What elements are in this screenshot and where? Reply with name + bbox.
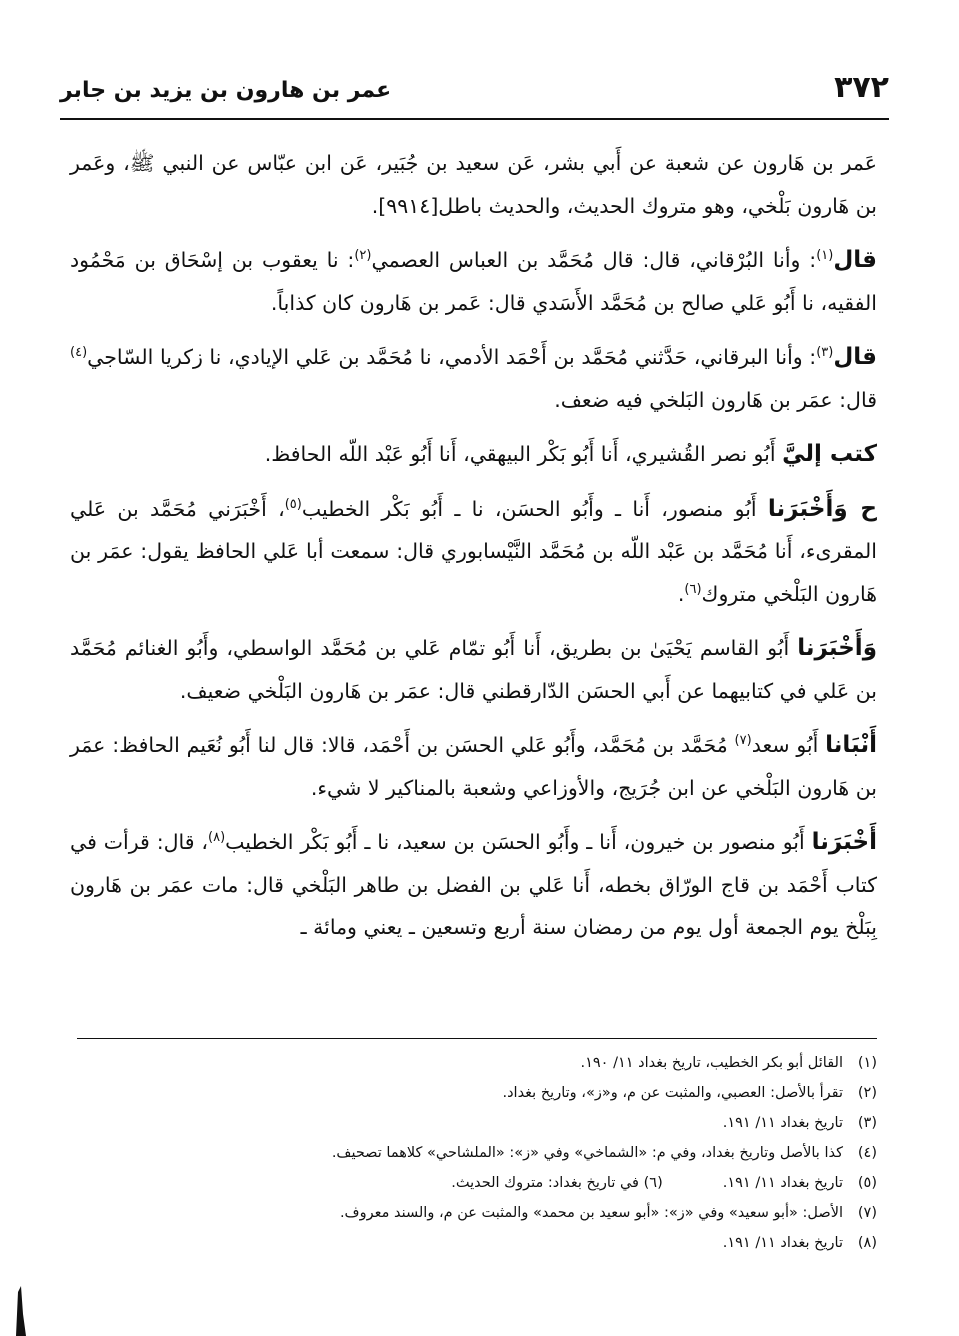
paragraph-lead: قال <box>833 247 877 273</box>
paragraph-text: : نا يعقوب بن إسْحَاق بن مَحْمُود الفقيه، نا أَبُو عَلي صالح بن مُحَمَّد الأَسَدي قال: عَمر بن هَارون كان كذاباً. <box>70 248 877 315</box>
footnote-number: (٣) <box>857 1115 877 1131</box>
footnote <box>70 1198 877 1228</box>
footnote <box>70 1168 877 1198</box>
page-header <box>60 70 889 110</box>
footnote-ref: (٦) <box>684 581 702 597</box>
footnote-separator <box>77 1038 877 1039</box>
footnote-text: كذا بالأصل وتاريخ بغداد، وفي م: «الشماخي» وفي «ز»: «الملشاحي» كلاهما تصحيف. <box>331 1145 843 1161</box>
footnote <box>70 1048 877 1078</box>
footnote-number: (٦) <box>643 1175 663 1191</box>
paragraph-text: ، أَخْبَرَني مُحَمَّد بن عَلي المقرىء، أَنا مُحَمَّد بن عَبْد اللّه بن مُحَمَّد النَّيْسابوري قال: سمعت أبا عَلي الحافظ يقول: عمَر بن هَارون البَلْخي متروك <box>70 496 877 606</box>
footnote-text: تاريخ بغداد ١١/ ١٩١. <box>722 1235 843 1251</box>
paragraph-text: أَبُو القاسم يَحْيَىٰ بن بطريق، أَنا أَبُو تمّام عَلي بن مُحَمَّد الواسطي، وأَبُو الغنائم مُحَمَّد بن عَلي في كتابيهما عن أَبي الحسَن الدّارقطني قال: عمَر بن هَارون البَلْخي ضعيف. <box>70 636 877 703</box>
paragraph <box>70 821 877 949</box>
footnote-number: (٥) <box>857 1175 877 1191</box>
footnote-ref: (٢) <box>354 248 372 264</box>
paragraph-text: : وأنا البُرْقاني، قال: قال مُحَمَّد بن العباس العصمي <box>371 248 817 272</box>
paragraph-text: أَبُو سعد <box>751 733 826 757</box>
paragraph <box>70 724 877 809</box>
page-number: ٣٧٢ <box>834 70 889 105</box>
paragraph-text: ، قال: قرأت في كتاب أَحْمَد بن قاج الورّاق بخطه، أَنا عَلي بن الفضل بن طاهر البَلْخي قال: مات عمَر بن هَارون بِبَلْخ يوم الجمعة أول يوم من رمضان سنة أربع وتسعين ـ يعني ومائة ـ <box>70 830 877 939</box>
paragraph-lead: أَنْبَانا <box>825 732 877 758</box>
footnote-number: (٨) <box>857 1235 877 1251</box>
paragraph-lead: أَخْبَرَنا <box>811 829 877 855</box>
paragraph: عَمر بن هَارون عن شعبة عن أَبي بشر، عَن سعيد بن جُبَير، عَن ابن عبّاس عن النبي ﷺ، وعَمر بن هَارون بَلْخي، وهو متروك الحديث، والحديث باطل[٩٩١٤]. <box>70 151 877 218</box>
footnote-text: تاريخ بغداد ١١/ ١٩١. <box>722 1115 843 1131</box>
paragraph-lead: وَأَخْبَرَنا <box>797 635 877 661</box>
header-rule <box>60 118 889 120</box>
scan-edge-mark <box>14 1286 28 1336</box>
paragraph <box>70 336 877 421</box>
main-text <box>70 142 877 961</box>
footnote <box>70 1108 877 1138</box>
footnote-text: القائل أبو بكر الخطيب، تاريخ بغداد ١١/ ١٩٠. <box>580 1055 843 1071</box>
footnotes <box>70 1048 877 1258</box>
footnote-text: تقرأ بالأصل: العصبي، والمثبت عن م، و«ز»، وتاريخ بغداد. <box>502 1085 843 1101</box>
paragraph-lead: كتب إليَّ <box>782 441 877 467</box>
footnote-text: الأصل: «أبو سعيد» وفي «ز»: «أبو سعيد بن محمد» والمثبت عن م، والسند معروف. <box>339 1205 843 1221</box>
footnote-ref: (٥) <box>284 496 302 512</box>
footnote-number: (٢) <box>857 1085 877 1101</box>
footnote-ref: (٨) <box>208 830 226 846</box>
paragraph <box>70 488 877 616</box>
footnote-ref: (٧) <box>734 733 752 749</box>
paragraph-text: . <box>677 581 685 606</box>
paragraph-text: أَبُو منصور، أَنا ـ وأَبُو الحسَن، نا ـ أَبُو بَكْر الخطيب <box>301 496 768 521</box>
footnote-text: تاريخ بغداد ١١/ ١٩١. <box>722 1175 843 1191</box>
footnote <box>70 1078 877 1108</box>
paragraph <box>70 433 877 476</box>
paragraph <box>70 627 877 712</box>
paragraph <box>70 239 877 324</box>
paragraph-text: مُحَمَّد بن مُحَمَّد، وأَبُو عَلي الحسَن بن أَحْمَد، قالا: قال لنا أَبُو نُعَيم الحافظ: عمَر بن هَارون البَلْخي عن ابن جُرَيج، والأوزاعي وشعبة بالمناكير لا شيء. <box>70 733 877 800</box>
running-title: عمر بن هارون بن يزيد بن جابر <box>60 78 392 103</box>
footnote-ref: (٣) <box>816 345 834 361</box>
footnote <box>70 1228 877 1258</box>
footnote-number: (١) <box>857 1055 877 1071</box>
paragraph-lead: ح وَأَخْبَرَنا <box>767 495 877 522</box>
paragraph-text: أَبُو منصور بن خيرون، أَنا ـ وأَبُو الحسَن بن سعيد، نا ـ أَبُو بَكْر الخطيب <box>225 830 812 854</box>
paragraph-lead: قال <box>833 344 877 370</box>
footnote-number: (٧) <box>857 1205 877 1221</box>
footnote <box>70 1138 877 1168</box>
footnote-ref: (٤) <box>70 345 88 361</box>
paragraph-text: قال: عمَر بن هَارون البَلخي فيه ضعف. <box>554 387 877 412</box>
footnote-ref: (١) <box>816 248 834 264</box>
footnote-text: في تاريخ بغداد: متروك الحديث. <box>451 1175 639 1191</box>
paragraph-text: : وأنا البرقاني، حَدَّثني مُحَمَّد بن أَحْمَد الأدمي، نا مُحَمَّد بن عَلي الإيادي، نا زكريا السّاجي <box>87 345 817 369</box>
footnote-number: (٤) <box>857 1145 877 1161</box>
paragraph-text: أَبُو نصر القُشيري، أَنا أَبُو بَكْر البيهقي، أَنا أَبُو عَبْد اللّه الحافظ. <box>264 442 783 466</box>
